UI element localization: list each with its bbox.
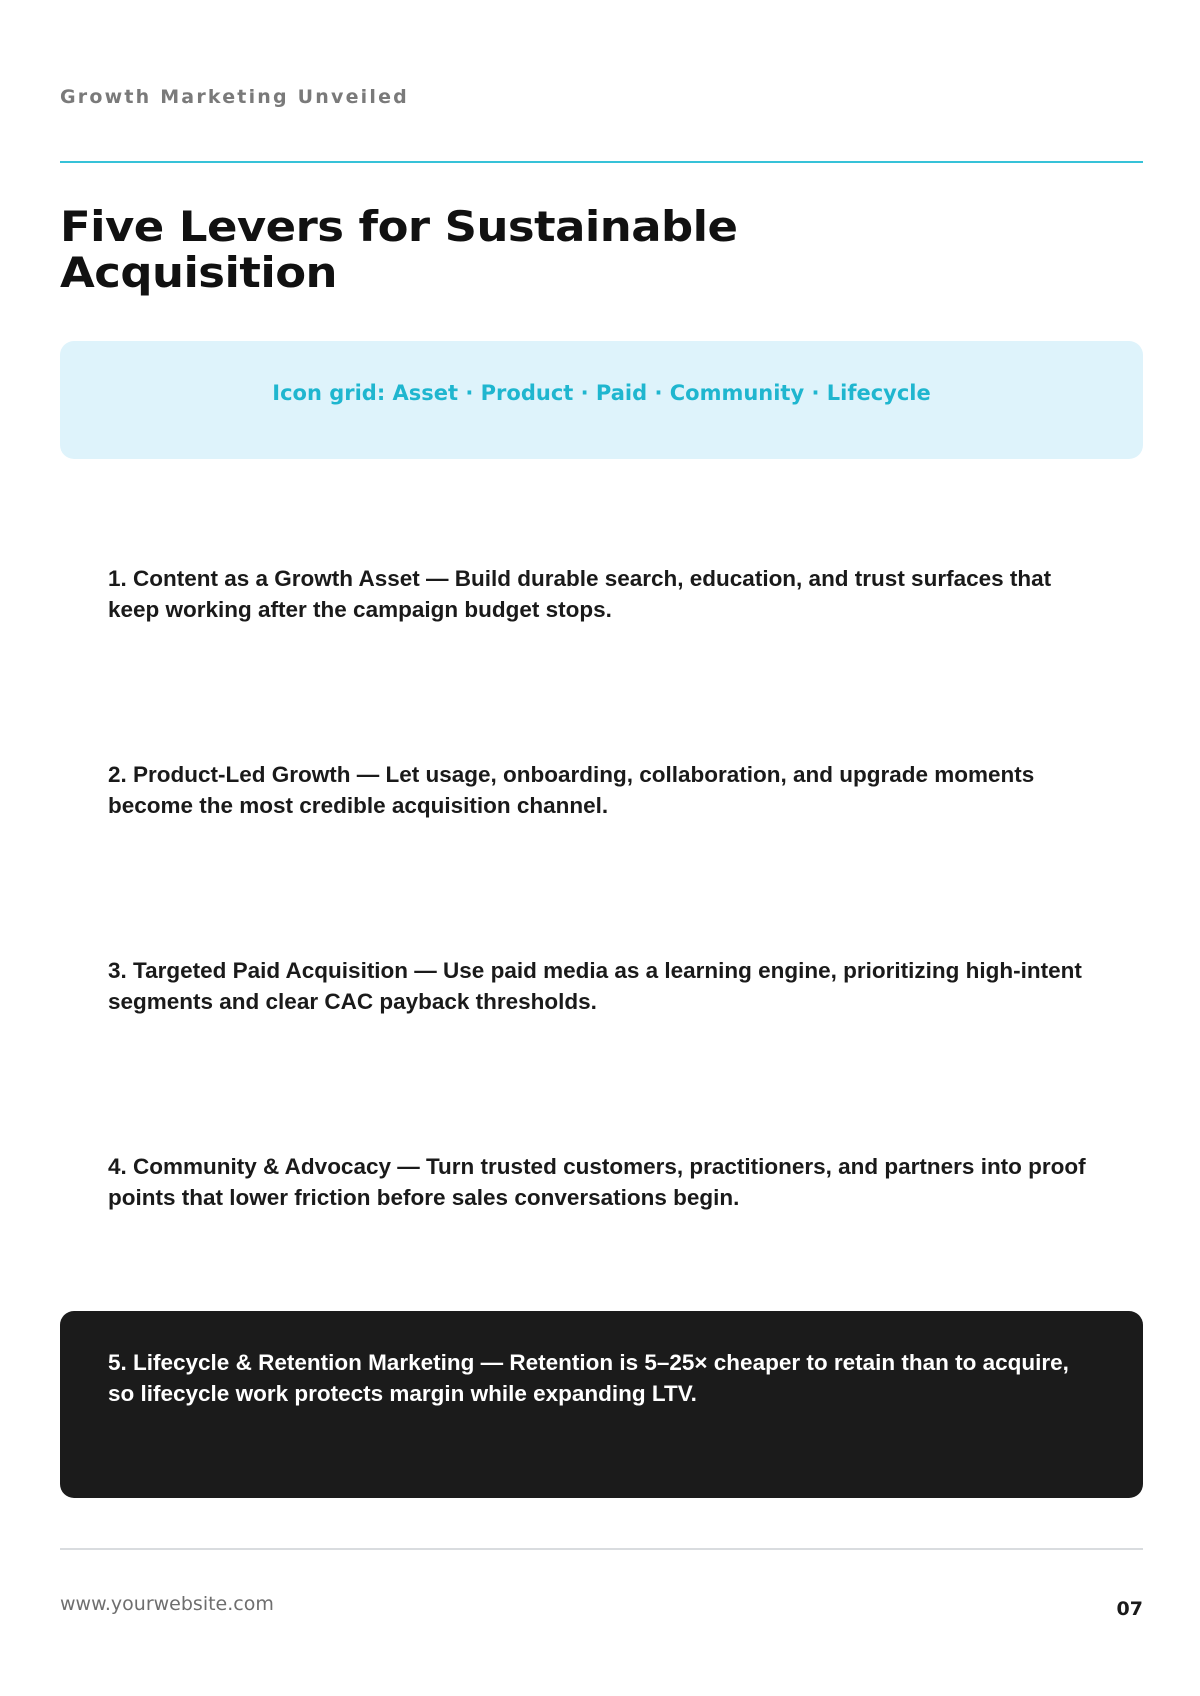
- lever-item-lifecycle-retention: 5. Lifecycle & Retention Marketing — Retention is 5–25× cheaper to retain than to acquire, so lifecycle work protects margin while expanding LTV.: [108, 1350, 1069, 1406]
- lever-item-community-advocacy: 4. Community & Advocacy — Turn trusted customers, practitioners, and partners into proof points that lower friction before sales conversations begin.: [108, 1154, 1086, 1210]
- page-title-line-1: Five Levers for Sustainable: [60, 202, 738, 251]
- lever-item-paid-acquisition: 3. Targeted Paid Acquisition — Use paid media as a learning engine, prioritizing high-intent segments and clear CAC payback thresholds.: [108, 958, 1082, 1014]
- footer-divider: [60, 1548, 1143, 1550]
- lever-item-product-led-growth: 2. Product-Led Growth — Let usage, onboarding, collaboration, and upgrade moments become the most credible acquisition channel.: [108, 762, 1035, 818]
- page-number: 07: [1116, 1598, 1143, 1620]
- highlight-card: [60, 1311, 1143, 1498]
- page-title: [60, 204, 1023, 296]
- icon-grid-caption: Icon grid: Asset · Product · Paid · Community · Lifecycle: [272, 381, 931, 405]
- running-header: Growth Marketing Unveiled: [60, 86, 409, 108]
- header-divider: [60, 161, 1143, 163]
- footer-website-link[interactable]: www.yourwebsite.com: [60, 1593, 274, 1615]
- icon-grid-placeholder: [60, 341, 1143, 459]
- lever-item-content-asset: 1. Content as a Growth Asset — Build durable search, education, and trust surfaces that keep working after the campaign budget stops.: [108, 566, 1052, 622]
- page-title-line-2: Acquisition: [60, 248, 338, 297]
